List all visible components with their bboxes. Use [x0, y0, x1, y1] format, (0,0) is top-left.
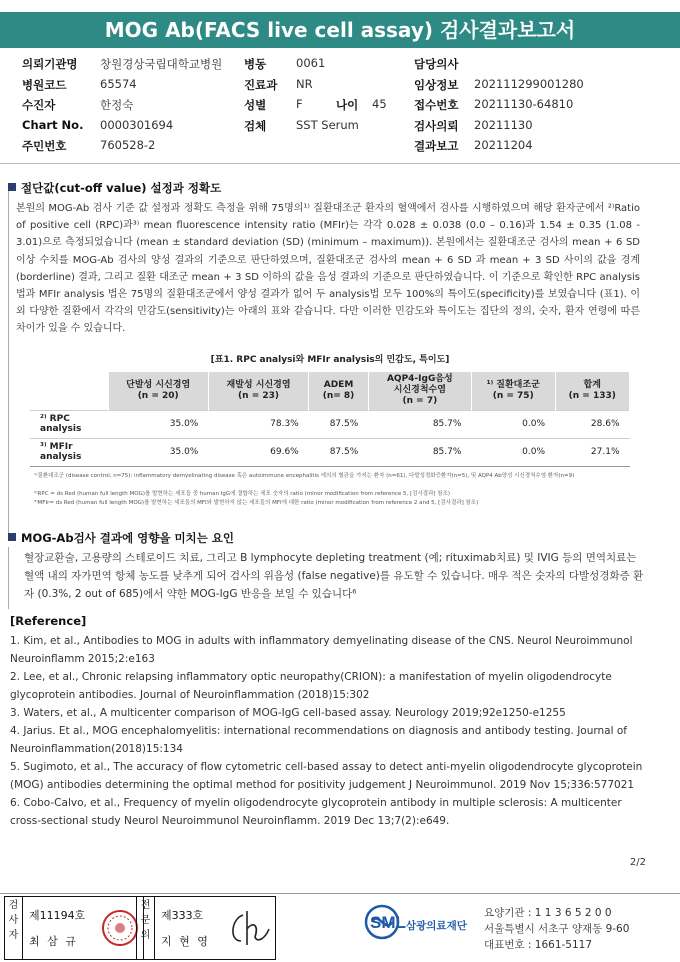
table-cell: 0.0% — [471, 410, 555, 438]
footer-divider — [0, 893, 680, 894]
label-hospital-code: 병원코드 — [22, 77, 67, 92]
references-list — [10, 632, 650, 830]
footnote: ¹⁾질환대조군 (disease control, n=75): inflammatory demyelinating disease 혹은 autoimmune encephalitis 에의의 혈관을 가지는 환자 (n=61), 다발성경화증환자(n=5), 및 AQP4 Ab양성 시신경척수염 환자(n=9) — [34, 473, 575, 479]
table-corner — [30, 372, 108, 410]
square-bullet-icon — [8, 183, 16, 191]
section2-paragraph: 혈장교환술, 고용량의 스테로이드 치료, 그리고 B lymphocyte depleting treatment (예; rituximab치료) 및 IVIG 등의 면역치료는 혈액 내의 자가면역 항체 농도를 낮추게 되어 검사의 위음성 (false negative)를 유도할 수 있습니다. 매우 적은 숫자의 다발성경화증 환자 (0.3%, 2 out of 685)에서 약한 MOG-IgG 반응을 보일 수 있습니다⁶ — [24, 552, 644, 600]
examiner-name: 최 삼 규 — [29, 935, 78, 948]
footnote: ²⁾RPC = ds Red (human full length MOG)를 발현하는 세포들 중 human IgG에 결합하는 세포 숫자의 ratio (minor modification from reference 5, [검사결과] 참조) — [34, 491, 451, 497]
value-department: NR — [296, 76, 313, 91]
divider — [0, 163, 680, 164]
specialist-signature-box — [136, 896, 276, 960]
examiner-license-no: 제11194호 — [29, 909, 86, 922]
row-label: ³⁾ MFIr analysis — [30, 438, 108, 466]
reference-item: 5. Sugimoto, et al., The accuracy of flow cytometric cell-based assay to detect anti-myelin oligodendrocyte glycoprotein (MOG) antibodies determining the optimal method for positivity judgement J Neuroimmunol. 2019 Nov 15;336:577021 — [10, 761, 643, 791]
label-hospital: 의뢰기관명 — [22, 57, 78, 71]
table-cell: 87.5% — [309, 410, 369, 438]
report-title: MOG Ab(FACS live cell assay) 검사결과보고서 — [0, 12, 680, 48]
page-number: 2/2 — [629, 857, 646, 868]
row-label: ²⁾ RPC analysis — [30, 410, 108, 438]
label-chart-no: Chart No. — [22, 117, 84, 132]
logo-subtext: 삼광의료재단 — [406, 920, 467, 932]
table-row — [30, 438, 630, 466]
square-bullet-icon — [8, 533, 16, 541]
lab-info-line: 서울특별시 서초구 양재동 9-60 — [484, 923, 630, 935]
label-doctor: 담당의사 — [414, 57, 459, 71]
value-sex: F — [296, 97, 303, 111]
footnote: ³⁾MFIr= ds Red (human full length MOG)를 발현하는 세포들의 MFI와 발현하지 않는 세포들의 MFI에 대한 ratio (minor modification from reference 2 and 5, [검사결과] 참조) — [34, 500, 479, 506]
specialist-license-no: 제333호 — [161, 909, 204, 922]
value-patient: 한정숙 — [100, 98, 134, 112]
label-patient: 수진자 — [22, 98, 56, 112]
table-header: ADEM (n= 8) — [309, 372, 369, 410]
value-receipt-no: 20211130-64810 — [474, 97, 574, 111]
specialist-label: 전문의 — [137, 897, 155, 959]
label-department: 진료과 — [244, 77, 278, 92]
label-request-date: 검사의뢰 — [414, 118, 459, 133]
signature-icon — [223, 907, 275, 951]
specialist-name: 지 현 영 — [161, 935, 210, 948]
table-header: 합계 (n = 133) — [555, 372, 630, 410]
examiner-signature-box — [4, 896, 144, 960]
lab-info — [484, 905, 629, 953]
lab-info-line: 대표번호 : 1661-5117 — [484, 939, 593, 951]
logo-text: SML — [370, 913, 406, 932]
table-row — [30, 410, 630, 438]
table-cell: 0.0% — [471, 438, 555, 466]
sensitivity-table — [30, 372, 630, 467]
lab-info-line: 요양기관 : 1 1 3 6 5 2 0 0 — [484, 907, 612, 919]
label-specimen: 검체 — [244, 118, 267, 133]
examiner-seal-icon — [101, 907, 139, 949]
table-header: ¹⁾ 질환대조군 (n = 75) — [471, 372, 555, 410]
table-cell: 27.1% — [555, 438, 630, 466]
label-resident-no: 주민번호 — [22, 139, 67, 153]
reference-item: 3. Waters, et al., A multicenter comparison of MOG-IgG cell-based assay. Neurology 2019;92e1250-e1255 — [10, 707, 566, 719]
table-cell: 85.7% — [368, 438, 471, 466]
section1-heading: 절단값(cut-off value) 설정과 정확도 — [8, 180, 221, 196]
table-cell: 35.0% — [108, 410, 208, 438]
section1-paragraph: 본원의 MOG-Ab 검사 기준 값 설정과 정확도 측정을 위해 75명의¹⁾ 질환대조군 환자의 혈액에서 검사를 시행하였으며 해당 환자군에서 ²⁾Ratio of positive cell (RPC)과³⁾ mean fluorescence intensity ratio (MFIr)는 각각 0.028 ± 0.038 (0.0 – 0.16)과 1.54 ± 0.35 (1.08 - 3.01)으로 측정되었습니다 (mean ± standard deviation (SD) (minimum – maximum)). 본원에서는 질환대조군 검사의 mean + 6 SD 이상 수치를 MOG-Ab 검사의 양성 결과의 기준으로 판단하였으며, 질환대조군 검사의 mean + 6 SD 과 mean + 3 SD 사이의 값을 경계 (borderline) 결과, 그리고 질환 대조군 mean + 3 SD 이하의 값을 음성 결과의 기준으로 판단하였습니다. 이 기준으로 확인한 RPC analysis 법과 MFIr analysis 법은 75명의 질환대조군에서 양성 결과가 없어 두 analysis법 모두 100%의 특이도(specificity)를 보였습니다 (표1). 이 외 다양한 질환에서 각각의 민감도(sensitivity)는 아래의 표와 같습니다. 다만 이러한 민감도와 특이도는 집단의 정의, 숫자, 환자 연령에 따른 차이가 있을 수 있습니다. — [16, 203, 640, 335]
table-cell: 85.7% — [368, 410, 471, 438]
references-heading: [Reference] — [10, 614, 87, 628]
value-specimen: SST Serum — [296, 117, 359, 132]
value-chart-no: 0000301694 — [100, 117, 174, 132]
value-age: 45 — [372, 97, 387, 111]
label-age: 나이 — [336, 98, 359, 112]
table-header: AQP4-IgG음성 시신경척수염 (n = 7) — [368, 372, 471, 410]
table-title: [표1. RPC analysi와 MFIr analysis의 민감도, 특이도] — [210, 355, 450, 365]
label-ward: 병동 — [244, 57, 267, 71]
label-report-date: 결과보고 — [414, 139, 459, 153]
value-ward: 0061 — [296, 56, 326, 70]
section2-heading: MOG-Ab검사 결과에 영향을 미치는 요인 — [8, 530, 234, 546]
table-cell: 28.6% — [555, 410, 630, 438]
reference-item: 1. Kim, et al., Antibodies to MOG in adults with inflammatory demyelinating disease of the CNS. Neurol Neuroimmunol Neuroinflamm 2015;2:e163 — [10, 635, 633, 665]
value-hospital-code: 65574 — [100, 76, 137, 91]
reference-item: 4. Jarius. Et al., MOG encephalomyelitis: international recommendations on diagnosis and antibody testing. Journal of Neuroinflammation(2018)15:134 — [10, 725, 627, 755]
value-report-date: 20211204 — [474, 138, 533, 152]
table-cell: 35.0% — [108, 438, 208, 466]
label-receipt-no: 접수번호 — [414, 98, 459, 112]
value-hospital: 창원경상국립대학교병원 — [100, 57, 223, 71]
table-cell: 69.6% — [208, 438, 308, 466]
table-header: 단발성 시신경염 (n = 20) — [108, 372, 208, 410]
table-cell: 78.3% — [208, 410, 308, 438]
value-resident-no: 760528-2 — [100, 138, 156, 152]
table-cell: 87.5% — [309, 438, 369, 466]
examiner-label: 검사자 — [5, 897, 23, 959]
reference-item: 2. Lee, et al., Chronic relapsing inflammatory optic neuropathy(CRION): a manifestation of myelin oligodendrocyte glycoprotein antibodies. Journal of Neuroinflammation (2018)15:302 — [10, 671, 612, 701]
table-header: 재발성 시신경염 (n = 23) — [208, 372, 308, 410]
label-sex: 성별 — [244, 98, 267, 112]
label-clinical-info: 임상정보 — [414, 77, 459, 92]
value-clinical-info: 202111299001280 — [474, 76, 584, 91]
value-request-date: 20211130 — [474, 117, 533, 132]
patient-info — [22, 56, 662, 159]
reference-item: 6. Cobo-Calvo, et al., Frequency of myelin oligodendrocyte glycoprotein antibody in multiple sclerosis: A multicenter cross-sectional study Neurol Neuroimmunol Neuroinflamm. 2019 Dec 13;7(2):e649. — [10, 797, 622, 827]
